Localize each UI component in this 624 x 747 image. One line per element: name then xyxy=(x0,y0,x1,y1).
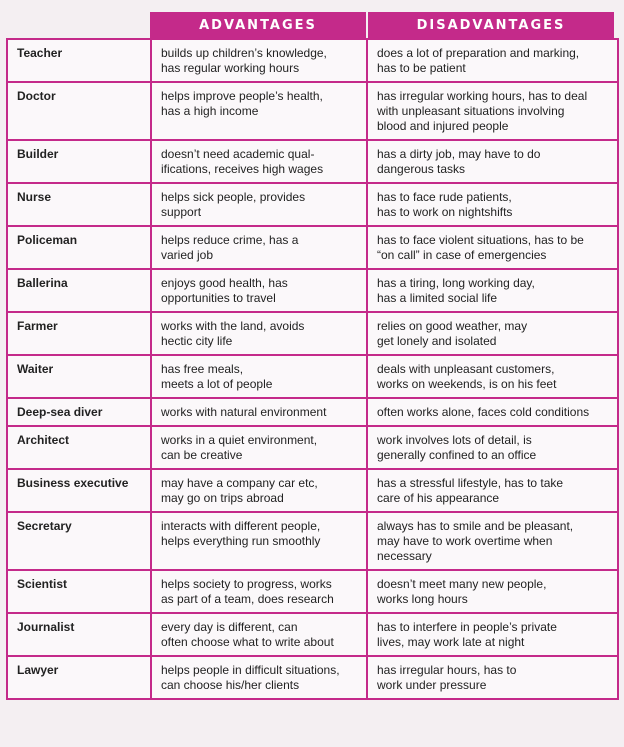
advantage-line: hectic city life xyxy=(161,334,233,348)
job-title: Architect xyxy=(7,426,151,469)
table-row xyxy=(7,656,618,699)
disadvantage-line: has to face rude patients, xyxy=(377,190,512,204)
disadvantage-line: with unpleasant situations involving xyxy=(377,104,565,118)
advantage-line: enjoys good health, has xyxy=(161,276,288,290)
disadvantage-line: generally confined to an office xyxy=(377,448,537,462)
advantages-cell xyxy=(151,398,367,426)
disadvantage-line: blood and injured people xyxy=(377,119,509,133)
advantage-line: often choose what to write about xyxy=(161,635,334,649)
disadvantage-line: has irregular working hours, has to deal xyxy=(377,89,588,103)
disadvantages-cell xyxy=(367,613,618,656)
disadvantages-cell xyxy=(367,355,618,398)
disadvantages-cell xyxy=(367,426,618,469)
disadvantage-line: dangerous tasks xyxy=(377,162,466,176)
disadvantages-cell xyxy=(367,398,618,426)
job-title: Waiter xyxy=(7,355,151,398)
advantage-line: can choose his/her clients xyxy=(161,678,300,692)
advantage-line: helps everything run smoothly xyxy=(161,534,321,548)
advantage-line: opportunities to travel xyxy=(161,291,276,305)
disadvantage-line: has to work on nightshifts xyxy=(377,205,513,219)
disadvantage-line: care of his appearance xyxy=(377,491,500,505)
job-title: Secretary xyxy=(7,512,151,570)
disadvantages-cell xyxy=(367,570,618,613)
advantage-line: helps society to progress, works xyxy=(161,577,332,591)
job-title: Deep-sea diver xyxy=(7,398,151,426)
advantages-cell xyxy=(151,355,367,398)
advantages-cell xyxy=(151,512,367,570)
advantages-cell xyxy=(151,269,367,312)
table-row xyxy=(7,183,618,226)
job-title: Lawyer xyxy=(7,656,151,699)
disadvantage-line: work under pressure xyxy=(377,678,487,692)
advantage-line: varied job xyxy=(161,248,214,262)
advantages-cell xyxy=(151,469,367,512)
table-row xyxy=(7,570,618,613)
job-title: Nurse xyxy=(7,183,151,226)
advantage-line: helps people in difficult situations, xyxy=(161,663,340,677)
advantage-line: has free meals, xyxy=(161,362,244,376)
disadvantages-cell xyxy=(367,512,618,570)
advantages-cell xyxy=(151,570,367,613)
table-row xyxy=(7,512,618,570)
disadvantage-line: has irregular hours, has to xyxy=(377,663,517,677)
advantages-cell xyxy=(151,312,367,355)
comparison-table xyxy=(6,38,619,700)
advantage-line: works with the land, avoids xyxy=(161,319,305,333)
advantages-cell xyxy=(151,656,367,699)
advantages-cell xyxy=(151,82,367,140)
disadvantage-line: deals with unpleasant customers, xyxy=(377,362,555,376)
disadvantage-line: has a dirty job, may have to do xyxy=(377,147,541,161)
advantage-line: support xyxy=(161,205,202,219)
disadvantage-line: has a limited social life xyxy=(377,291,498,305)
advantages-cell xyxy=(151,39,367,82)
advantage-line: meets a lot of people xyxy=(161,377,273,391)
table-row xyxy=(7,82,618,140)
advantage-line: helps sick people, provides xyxy=(161,190,306,204)
disadvantage-line: has to face violent situations, has to be xyxy=(377,233,584,247)
disadvantages-cell xyxy=(367,312,618,355)
table-row xyxy=(7,469,618,512)
advantage-line: helps reduce crime, has a xyxy=(161,233,299,247)
advantages-cell xyxy=(151,183,367,226)
table-row xyxy=(7,140,618,183)
table-row xyxy=(7,226,618,269)
disadvantage-line: doesn’t meet many new people, xyxy=(377,577,547,591)
disadvantage-line: work involves lots of detail, is xyxy=(377,433,532,447)
disadvantage-line: has to be patient xyxy=(377,61,466,75)
advantages-cell xyxy=(151,613,367,656)
table-row xyxy=(7,426,618,469)
table-row xyxy=(7,269,618,312)
advantage-line: as part of a team, does research xyxy=(161,592,334,606)
advantages-cell xyxy=(151,140,367,183)
advantage-line: every day is different, can xyxy=(161,620,298,634)
advantage-line: can be creative xyxy=(161,448,243,462)
header-row xyxy=(150,12,614,38)
job-title: Policeman xyxy=(7,226,151,269)
job-title: Farmer xyxy=(7,312,151,355)
table-row xyxy=(7,312,618,355)
advantage-line: may have a company car etc, xyxy=(161,476,318,490)
disadvantages-cell xyxy=(367,656,618,699)
advantage-line: helps improve people’s health, xyxy=(161,89,323,103)
job-title: Teacher xyxy=(7,39,151,82)
table-row xyxy=(7,398,618,426)
disadvantages-cell xyxy=(367,140,618,183)
disadvantage-line: works on weekends, is on his feet xyxy=(377,377,557,391)
disadvantages-cell xyxy=(367,82,618,140)
advantages-header: ADVANTAGES xyxy=(150,12,366,38)
table-body xyxy=(7,39,618,699)
disadvantage-line: has a stressful lifestyle, has to take xyxy=(377,476,564,490)
job-title: Doctor xyxy=(7,82,151,140)
disadvantages-cell xyxy=(367,269,618,312)
disadvantage-line: has to interfere in people’s private xyxy=(377,620,557,634)
disadvantages-header: DISADVANTAGES xyxy=(368,12,614,38)
advantage-line: interacts with different people, xyxy=(161,519,321,533)
table-row xyxy=(7,39,618,82)
advantage-line: works with natural environment xyxy=(161,405,327,419)
disadvantages-cell xyxy=(367,469,618,512)
disadvantage-line: has a tiring, long working day, xyxy=(377,276,535,290)
disadvantage-line: does a lot of preparation and marking, xyxy=(377,46,580,60)
advantages-cell xyxy=(151,226,367,269)
advantage-line: may go on trips abroad xyxy=(161,491,284,505)
job-title: Business executive xyxy=(7,469,151,512)
disadvantage-line: lives, may work late at night xyxy=(377,635,525,649)
advantage-line: has a high income xyxy=(161,104,259,118)
advantages-cell xyxy=(151,426,367,469)
job-title: Builder xyxy=(7,140,151,183)
disadvantage-line: get lonely and isolated xyxy=(377,334,497,348)
disadvantages-cell xyxy=(367,39,618,82)
disadvantage-line: relies on good weather, may xyxy=(377,319,528,333)
disadvantages-cell xyxy=(367,183,618,226)
disadvantage-line: always has to smile and be pleasant, xyxy=(377,519,574,533)
disadvantage-line: necessary xyxy=(377,549,432,563)
job-title: Scientist xyxy=(7,570,151,613)
advantage-line: ifications, receives high wages xyxy=(161,162,324,176)
job-title: Journalist xyxy=(7,613,151,656)
advantage-line: builds up children’s knowledge, xyxy=(161,46,327,60)
disadvantage-line: works long hours xyxy=(377,592,468,606)
disadvantage-line: often works alone, faces cold conditions xyxy=(377,405,590,419)
table-row xyxy=(7,355,618,398)
disadvantages-cell xyxy=(367,226,618,269)
table-row xyxy=(7,613,618,656)
advantage-line: doesn’t need academic qual- xyxy=(161,147,315,161)
advantage-line: works in a quiet environment, xyxy=(161,433,318,447)
disadvantage-line: “on call” in case of emergencies xyxy=(377,248,547,262)
advantage-line: has regular working hours xyxy=(161,61,300,75)
disadvantage-line: may have to work overtime when xyxy=(377,534,553,548)
job-title: Ballerina xyxy=(7,269,151,312)
